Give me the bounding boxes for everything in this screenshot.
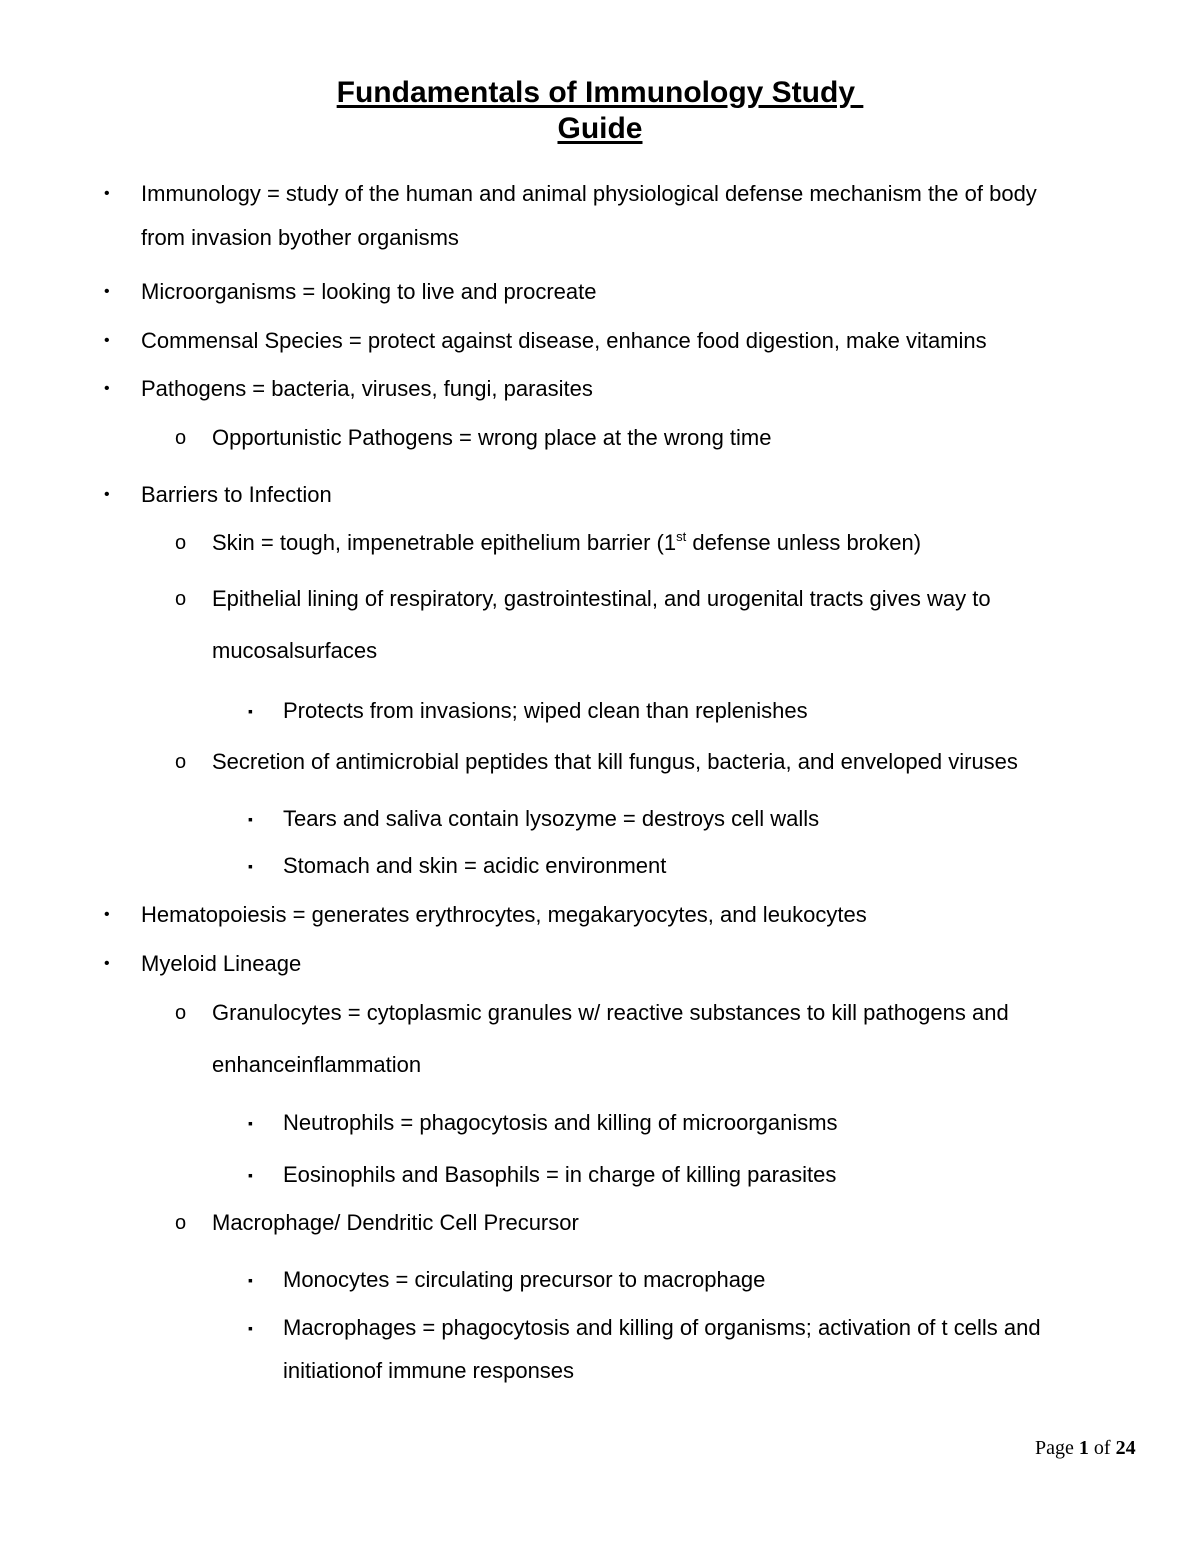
list-item-macrophages-continued: initiationof immune responses	[283, 1358, 575, 1383]
list-item-stomach-and-skin: Stomach and skin = acidic environment	[283, 853, 667, 878]
list-item-tears-and-saliva: Tears and saliva contain lysozyme = destroys cell walls	[283, 806, 820, 831]
list-item-hematopoiesis: Hematopoiesis = generates erythrocytes, megakaryocytes, and leukocytes	[141, 902, 867, 927]
level3-bullet: ▪	[248, 703, 253, 719]
list-item-monocytes: Monocytes = circulating precursor to macrophage	[283, 1267, 766, 1292]
level3-bullet: ▪	[248, 1320, 253, 1336]
list-item-skin: Skin = tough, impenetrable epithelium barrier (1st defense unless broken)	[212, 529, 922, 555]
level3-bullet: ▪	[248, 1115, 253, 1131]
list-item-microorganisms: Microorganisms = looking to live and procreate	[141, 279, 597, 304]
level3-bullet: ▪	[248, 858, 253, 874]
list-item-opportunistic-pathogens: Opportunistic Pathogens = wrong place at the wrong time	[212, 425, 772, 450]
level1-bullet: •	[104, 185, 110, 202]
list-item-pathogens: Pathogens = bacteria, viruses, fungi, parasites	[141, 376, 593, 401]
list-item-neutrophils: Neutrophils = phagocytosis and killing of microorganisms	[283, 1110, 838, 1135]
list-item-granulocytes-continued: enhanceinflammation	[212, 1052, 422, 1077]
list-item-epithelial-lining: Epithelial lining of respiratory, gastrointestinal, and urogenital tracts gives way to	[212, 586, 991, 611]
list-item-commensal-species: Commensal Species = protect against disease, enhance food digestion, make vitamins	[141, 328, 987, 353]
level1-bullet: •	[104, 332, 110, 349]
document-title-line-2: Guide	[557, 112, 643, 145]
list-item-myeloid-lineage: Myeloid Lineage	[141, 951, 302, 976]
level1-bullet: •	[104, 486, 110, 503]
list-item-macrophages: Macrophages = phagocytosis and killing of organisms; activation of t cells and	[283, 1315, 1041, 1340]
level1-bullet: •	[104, 955, 110, 972]
list-item-immunology: Immunology = study of the human and animal physiological defense mechanism the of body	[141, 181, 1037, 206]
level2-bullet: o	[175, 588, 187, 610]
list-item-granulocytes: Granulocytes = cytoplasmic granules w/ reactive substances to kill pathogens and	[212, 1000, 1009, 1025]
level1-bullet: •	[104, 380, 110, 397]
level2-bullet: o	[175, 427, 187, 449]
level3-bullet: ▪	[248, 1272, 253, 1288]
list-item-macrophage-dendritic-precursor: Macrophage/ Dendritic Cell Precursor	[212, 1210, 579, 1235]
level1-bullet: •	[104, 283, 110, 300]
list-item-immunology-continued: from invasion byother organisms	[141, 225, 459, 250]
document-title-line-1: Fundamentals of Immunology Study	[336, 76, 864, 109]
list-item-barriers-to-infection: Barriers to Infection	[141, 482, 332, 507]
list-item-protects-from-invasions: Protects from invasions; wiped clean than replenishes	[283, 698, 808, 723]
level2-bullet: o	[175, 1212, 187, 1234]
level3-bullet: ▪	[248, 811, 253, 827]
level3-bullet: ▪	[248, 1167, 253, 1183]
list-item-epithelial-lining-continued: mucosalsurfaces	[212, 638, 378, 663]
page-number: Page 1 of 24	[1035, 1437, 1136, 1459]
list-item-antimicrobial-peptides: Secretion of antimicrobial peptides that kill fungus, bacteria, and enveloped viruses	[212, 749, 1018, 774]
level2-bullet: o	[175, 532, 187, 554]
level2-bullet: o	[175, 751, 187, 773]
list-item-eosinophils-and-basophils: Eosinophils and Basophils = in charge of killing parasites	[283, 1162, 837, 1187]
level2-bullet: o	[175, 1002, 187, 1024]
level1-bullet: •	[104, 906, 110, 923]
